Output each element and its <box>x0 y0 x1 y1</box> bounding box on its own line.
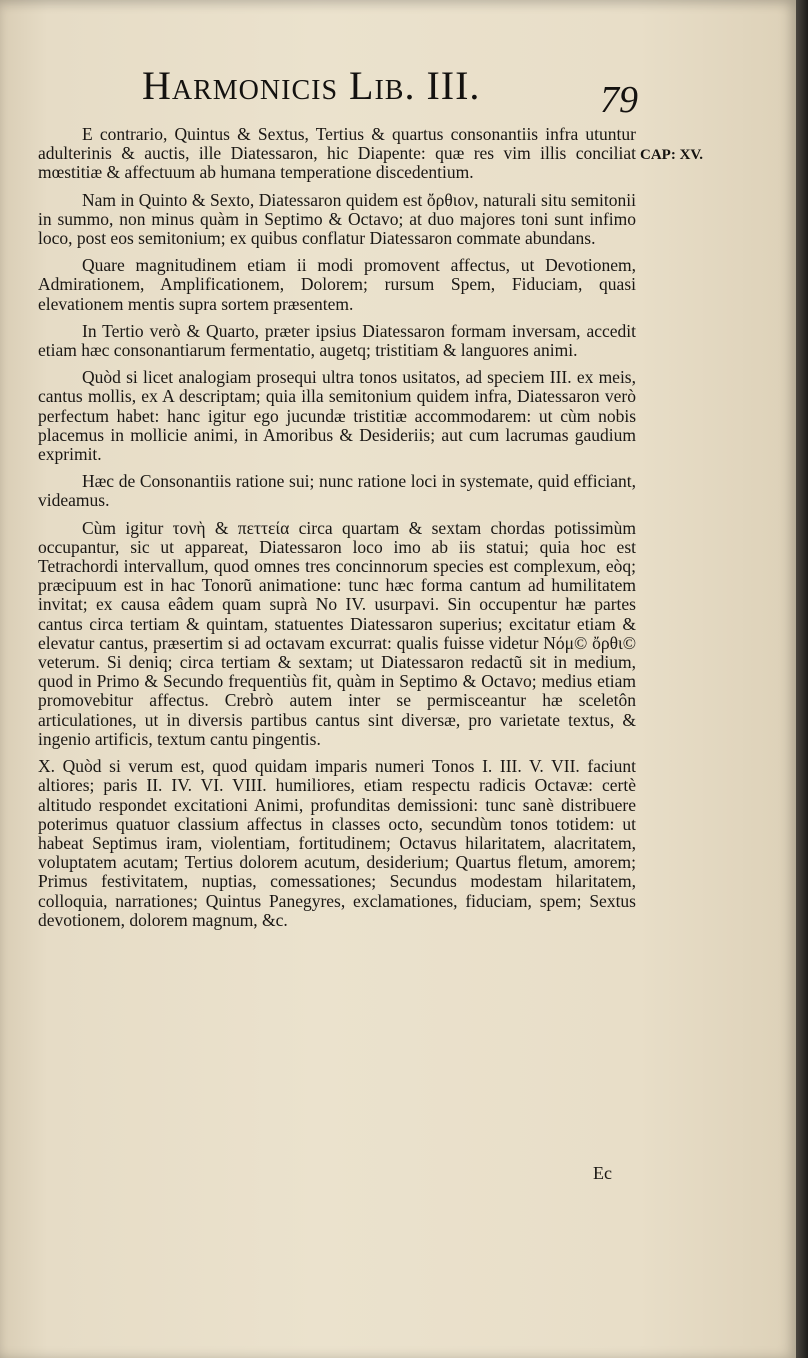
paragraph-2: Nam in Quinto & Sexto, Diatessaron quidem est ὄρθιον, naturali situ semitonii in summo, non minus quàm in Septimo & Octavo; at duo majores toni sunt infimo loco, post eos semitonium; ex quibus conflatur Diatessaron commate abundans. <box>38 189 636 249</box>
page-number: 79 <box>600 79 638 121</box>
paragraph-6: Hæc de Consonantiis ratione sui; nunc ratione loci in systemate, quid efficiant, videamus. <box>38 471 636 511</box>
running-head: Harmonicis Lib. III. <box>142 63 481 108</box>
paragraph-8: X. Quòd si verum est, quod quidam imparis numeri Tonos I. III. V. VII. faciunt altiores; paris II. IV. VI. VIII. humiliores, etiam respectu radicis Octavæ: certè altitudo respondet excitationi Animi, profunditas demissioni: tunc sanè distribuere poterimus quatuor classium affectus in classes octo, secundùm tonos totidem: ut habeat Septimus iram, violentiam, fortitudinem; Octavus hilaritatem, alacritatem, voluptatem acutam; Tertius dolorem acutum, desiderium; Quartus fletum, amorem; Primus festivitatem, nuptias, comessationes; Secundus modestam hilaritatem, colloquia, narrationes; Quintus Panegyres, exclamationes, fiduciam, spem; Sextus devotionem, dolorem magnum, &c. <box>38 756 636 930</box>
body-text <box>38 125 636 938</box>
paragraph-3: Quare magnitudinem etiam ii modi promovent affectus, ut Devotionem, Admirationem, Amplificationem, Dolorem; rursum Spem, Fiduciam, quasi elevationem mentis supra sortem præsentem. <box>38 255 636 314</box>
catchword: Ec <box>593 1163 612 1183</box>
paragraph-4: In Tertio verò & Quarto, præter ipsius Diatessaron formam inversam, accedit etiam hæc consonantiarum fermentatio, augetq; tristitiam & languores animi. <box>38 320 636 361</box>
paragraph-5: Quòd si licet analogiam prosequi ultra tonos usitatos, ad speciem III. ex meis, cantus mollis, ex A descriptam; quia illa semitonium quidem infra, Diatessaron verò perfectum habet: hanc igitur ego jucundæ tristitiæ accommodarem: ut cùm nobis placemus in mollicie animi, in Amoribus & Desideriis; aut cum lacrumas gaudium exprimit. <box>38 367 636 465</box>
paragraph-1: E contrario, Quintus & Sextus, Tertius & quartus consonantiis infra utuntur adulterinis & auctis, ille Diatessaron, hic Diapente: quæ res vim illis conciliat mœstitiæ & affectuum ab humana temperatione discedentium. <box>38 124 636 183</box>
paragraph-7: Cùm igitur τονὴ & πεττεία circa quartam & sextam chordas potissimùm occupantur, sic ut appareat, Diatessaron loco imo ab iis statui; quia hoc est Tetrachordi intervallum, quod omnes tres concinnorum species est complexum, eòq; præcipuum est in hac Tonorũ animatione: tunc hæc forma cantum ad humilitatem invitat; ex causa eâdem quam suprà No IV. usurpavi. Sin occupentur hæ partes cantus circa tertiam & quintam, statuentes Diatessaron superius; excitatur etiam & elevatur cantus, præsertim si ad octavam excurrat: qualis fuisse videtur Νόμ© ὄρθι© veterum. Si deniq; circa tertiam & sextam; ut Diatessaron redactũ sit in medium, quod in Primo & Secundo frequentiùs fit, quàm in Septimo & Octavo; medius etiam promovebitur affectus. Crebrò autem inter se permisceantur hæ sceletôn articulationes, ut in diversis partibus cantus sint diversæ, pro varietate textus, & ingenio artificis, textum cantu pingentis. <box>38 517 636 749</box>
page-edge-shadow <box>796 0 808 1358</box>
margin-note-chapter: CAP: XV. <box>640 147 704 163</box>
